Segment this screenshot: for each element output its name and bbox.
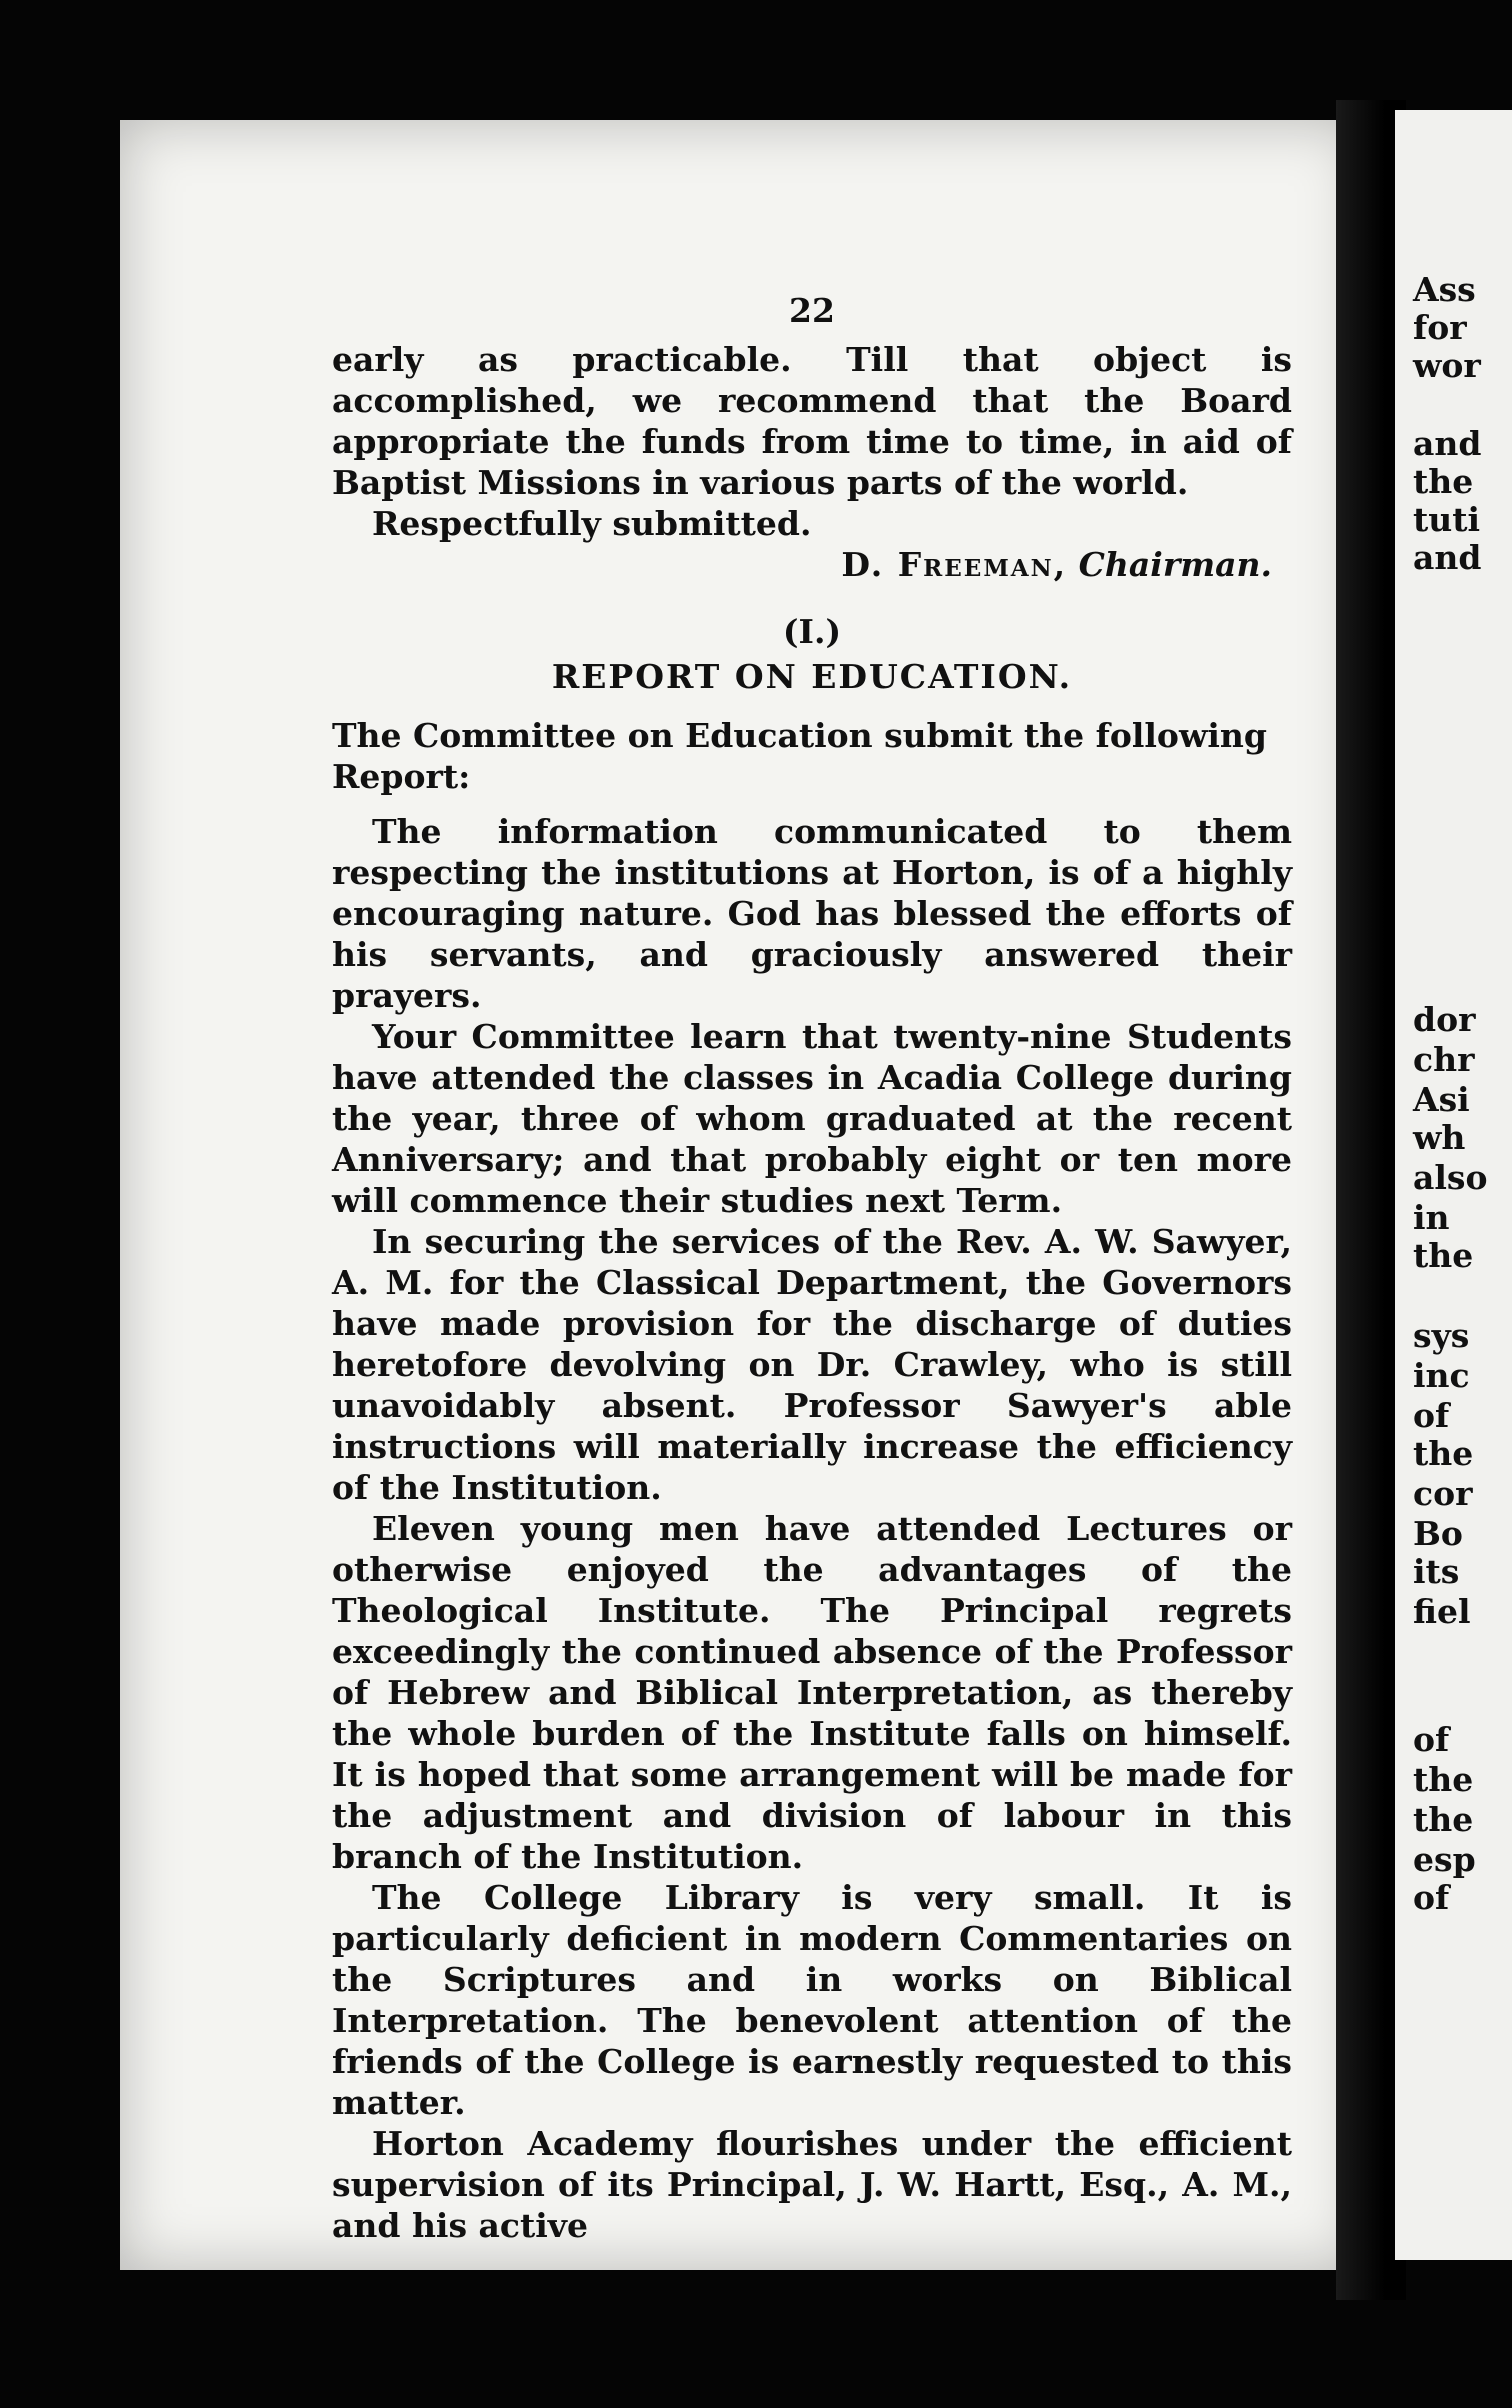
facing-page-fragment: esp bbox=[1413, 1840, 1476, 1879]
facing-page-fragment: Ass bbox=[1413, 270, 1476, 309]
report-paragraph: Eleven young men have attended Lectures or otherwise enjoyed the advantages of the Theological Institute. The Principal regrets exceedingly the continued absence of the Professor of Hebrew and Biblical Interpretation, as thereby the whole burden of the Institute falls on himself. It is hoped that some arrangement will be made for the adjustment and division of labour in this branch of the Institution. bbox=[332, 1509, 1292, 1876]
report-paragraph: The College Library is very small. It is particularly deficient in modern Commentaries on the Scriptures and in works on Biblical Interpretation. The benevolent attention of the friends of the College is earnestly requested to this matter. bbox=[332, 1878, 1292, 2122]
facing-page-fragment: of bbox=[1413, 1720, 1450, 1759]
page-content bbox=[332, 290, 1292, 2246]
facing-page-fragment: sys bbox=[1413, 1316, 1470, 1355]
facing-page-fragment: tuti bbox=[1413, 500, 1481, 539]
facing-page-fragment: and bbox=[1413, 424, 1482, 463]
signature-name: D. Freeman, bbox=[841, 545, 1068, 584]
report-paragraph: In securing the services of the Rev. A. W. Sawyer, A. M. for the Classical Department, the Governors have made provision for the discharge of duties heretofore devolving on Dr. Crawley, who is still unavoidably absent. Professor Sawyer's able instructions will materially increase the efficiency of the Institution. bbox=[332, 1222, 1292, 1507]
facing-page-fragment: and bbox=[1413, 538, 1482, 577]
facing-page-fragment: chr bbox=[1413, 1040, 1475, 1079]
facing-page-fragment: Asi bbox=[1413, 1080, 1470, 1119]
facing-page-fragment: cor bbox=[1413, 1474, 1473, 1513]
facing-page-fragment: the bbox=[1413, 1236, 1474, 1275]
facing-page-fragment: inc bbox=[1413, 1356, 1470, 1395]
facing-page-fragment: the bbox=[1413, 462, 1474, 501]
report-paragraph: Horton Academy flourishes under the efficient supervision of its Principal, J. W. Hartt, Esq., A. M., and his active bbox=[332, 2124, 1292, 2245]
signature bbox=[332, 544, 1272, 585]
section-title: REPORT ON EDUCATION. bbox=[551, 657, 1073, 696]
facing-page-fragment: of bbox=[1413, 1878, 1450, 1917]
section-number: (I.) bbox=[782, 612, 842, 651]
facing-page-fragment: wh bbox=[1413, 1118, 1466, 1157]
facing-page-fragment: wor bbox=[1413, 346, 1481, 385]
facing-page-fragment: Bo bbox=[1413, 1514, 1463, 1553]
facing-page-fragment: in bbox=[1413, 1198, 1450, 1237]
facing-page-fragment: its bbox=[1413, 1552, 1460, 1591]
facing-page-fragment: fiel bbox=[1413, 1592, 1471, 1631]
facing-page-fragment: the bbox=[1413, 1760, 1474, 1799]
continuation-paragraph: early as practicable. Till that object is accomplished, we recommend that the Board appropriate the funds from time to time, in aid of Baptist Missions in various parts of the world. bbox=[332, 340, 1292, 502]
facing-page-fragment: for bbox=[1413, 308, 1467, 347]
signature-role: Chairman. bbox=[1078, 545, 1272, 584]
facing-page-fragment: also bbox=[1413, 1158, 1488, 1197]
facing-page bbox=[1395, 110, 1512, 2260]
report-intro: The Committee on Education submit the following Report: bbox=[332, 716, 1267, 796]
report-paragraph: Your Committee learn that twenty-nine Students have attended the classes in Acadia College during the year, three of whom graduated at the recent Anniversary; and that probably eight or ten more will commence their studies next Term. bbox=[332, 1017, 1292, 1220]
facing-page-fragment: of bbox=[1413, 1396, 1450, 1435]
facing-page-fragment: dor bbox=[1413, 1000, 1476, 1039]
page-number: 22 bbox=[789, 291, 835, 330]
facing-page-fragment: the bbox=[1413, 1800, 1474, 1839]
closing-line: Respectfully submitted. bbox=[372, 504, 812, 543]
report-paragraph: The information communicated to them respecting the institutions at Horton, is of a highly encouraging nature. God has blessed the efforts of his servants, and graciously answered their prayers. bbox=[332, 812, 1292, 1015]
facing-page-fragment: the bbox=[1413, 1434, 1474, 1473]
